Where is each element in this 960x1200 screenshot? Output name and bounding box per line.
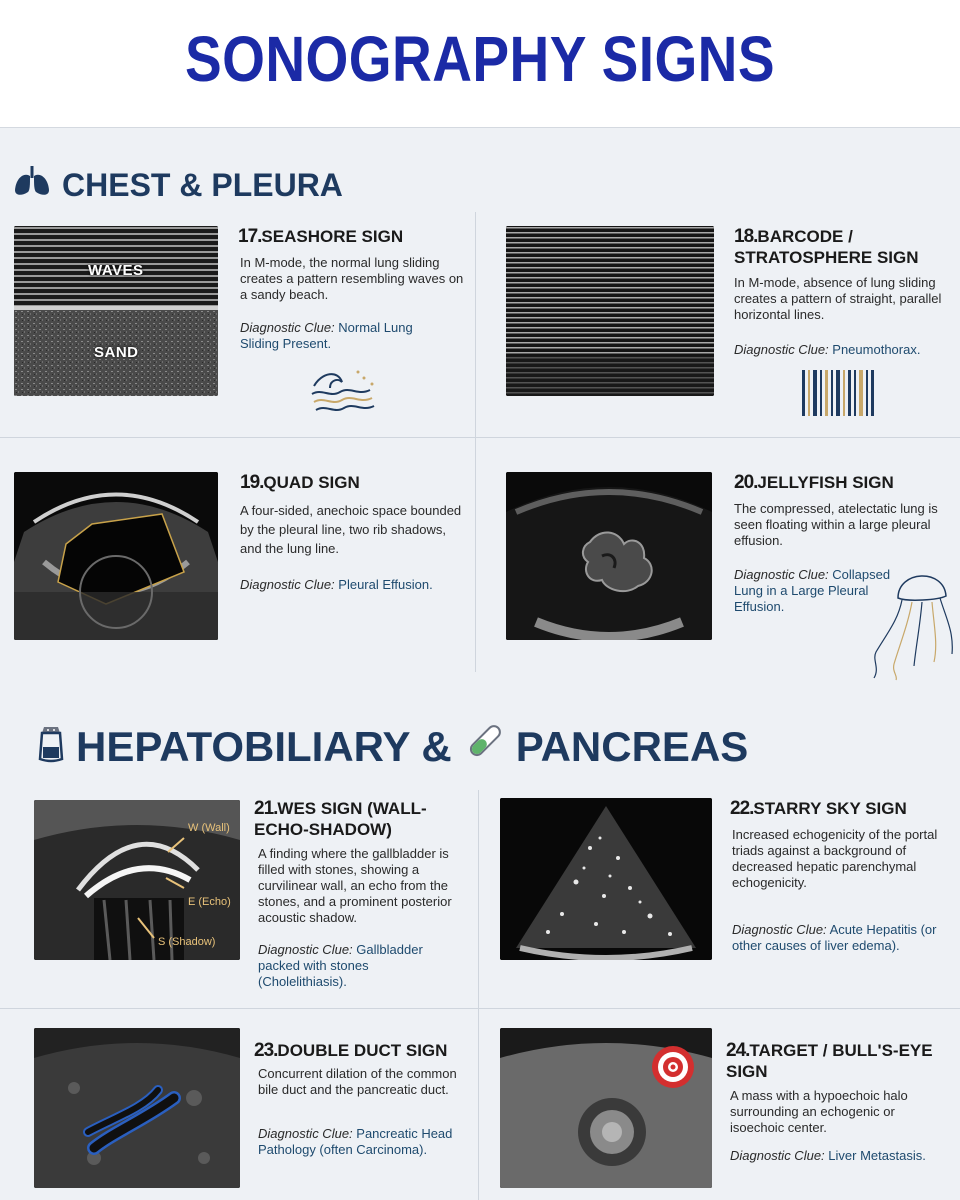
diagnostic-clue: Diagnostic Clue: Pleural Effusion. xyxy=(240,577,433,592)
image-label-waves: WAVES xyxy=(88,262,144,279)
card-description: A mass with a hypoechoic halo surrounding an echogenic or isoechoic center. xyxy=(730,1088,908,1135)
m-mode-barcode-image xyxy=(506,226,714,396)
barcode-icon xyxy=(800,368,880,423)
diagnostic-clue: Diagnostic Clue: Acute Hepatitis (or other causes of liver edema). xyxy=(732,922,937,953)
card-description: In M-mode, absence of lung sliding creates a pattern of straight, parallel horizontal lines. xyxy=(734,275,942,322)
card-description: Increased echogenicity of the portal triads against a background of decreased hepatic parenchymal echogenicity. xyxy=(732,827,938,890)
card-title: 23.DOUBLE DUCT SIGN xyxy=(254,1040,448,1061)
target-icon xyxy=(650,1044,696,1095)
diagnostic-clue: Diagnostic Clue: Pancreatic Head Pathology (often Carcinoma). xyxy=(258,1126,453,1157)
jellyfish-sign-image xyxy=(506,472,712,640)
section-header-hepatobiliary xyxy=(36,720,748,774)
diagnostic-clue: Diagnostic Clue: Collapsed Lung in a Large Pleural Effusion. xyxy=(734,567,891,614)
image-label-shadow: S (Shadow) xyxy=(158,936,216,948)
card-description: In M-mode, the normal lung sliding creates a pattern resembling waves on a sandy beach. xyxy=(240,255,464,302)
section-title: CHEST & PLEURA xyxy=(62,166,343,203)
image-label-wall: W (Wall) xyxy=(188,822,230,834)
section-header-chest xyxy=(12,164,343,206)
divider xyxy=(478,790,479,1200)
card-title: 22.STARRY SKY SIGN xyxy=(730,798,907,819)
diagnostic-clue: Diagnostic Clue: Gallbladder packed with stones (Cholelithiasis). xyxy=(258,942,423,989)
image-label-echo: E (Echo) xyxy=(188,896,231,908)
lungs-icon xyxy=(12,164,52,206)
card-title: 19.QUAD SIGN xyxy=(240,472,360,493)
card-title: 24.TARGET / BULL'S-EYE SIGN xyxy=(726,1040,933,1081)
divider xyxy=(0,1008,960,1009)
diagnostic-clue: Diagnostic Clue: Liver Metastasis. xyxy=(730,1148,926,1163)
card-description: The compressed, atelectatic lung is seen floating within a large pleural effusion. xyxy=(734,501,938,548)
section-title: HEPATOBILIARY & xyxy=(76,723,452,770)
m-mode-seashore-image xyxy=(14,226,218,396)
card-description: A finding where the gallbladder is filled with stones, showing a curvilinear wall, an echo from the stones, and a prominent posterior acoustic shadow. xyxy=(258,846,452,925)
card-description: A four-sided, anechoic space bounded by the pleural line, two rib shadows, and the lung line. xyxy=(240,503,462,556)
divider xyxy=(0,437,960,438)
quad-sign-image xyxy=(14,472,218,640)
diagnostic-clue: Diagnostic Clue: Normal Lung Sliding Present. xyxy=(240,320,413,351)
divider xyxy=(475,212,476,672)
section-title: PANCREAS xyxy=(515,723,749,770)
card-description: Concurrent dilation of the common bile duct and the pancreatic duct. xyxy=(258,1066,457,1097)
waves-icon xyxy=(308,364,380,421)
test-tube-icon xyxy=(462,720,506,774)
card-title: 17.SEASHORE SIGN xyxy=(238,226,404,247)
card-title: 20.JELLYFISH SIGN xyxy=(734,472,894,493)
salt-shaker-icon xyxy=(36,721,66,773)
jellyfish-icon xyxy=(868,560,960,687)
double-duct-image xyxy=(34,1028,240,1188)
page-title: SONOGRAPHY SIGNS xyxy=(184,23,776,95)
wes-sign-image xyxy=(34,800,240,960)
card-title: 21.WES SIGN (WALL-ECHO-SHADOW) xyxy=(254,798,427,839)
starry-sky-image xyxy=(500,798,712,960)
diagnostic-clue: Diagnostic Clue: Pneumothorax. xyxy=(734,342,921,357)
image-label-sand: SAND xyxy=(94,344,139,361)
card-title: 18.BARCODE / STRATOSPHERE SIGN xyxy=(734,226,919,267)
